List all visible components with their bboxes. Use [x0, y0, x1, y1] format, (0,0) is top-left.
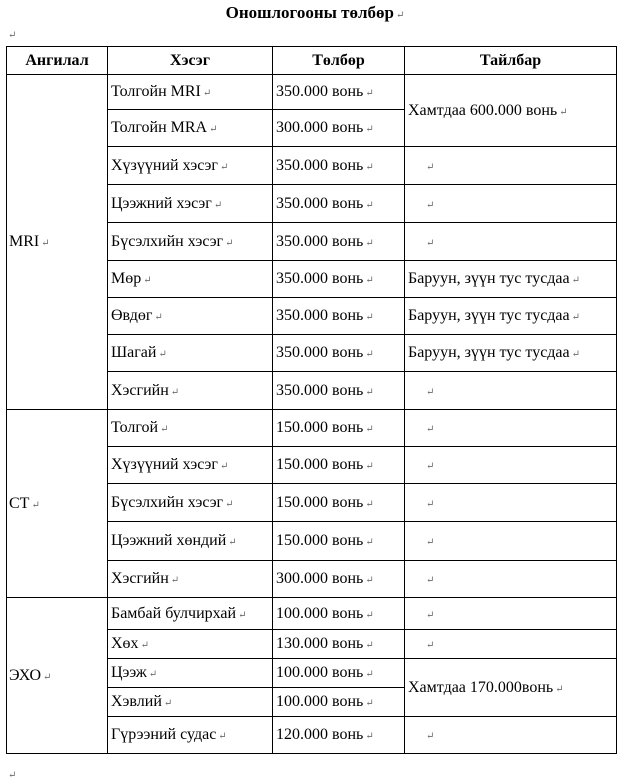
category-cell: ЭХО ↵ — [7, 598, 108, 754]
paragraph-mark-icon: ↵ — [571, 275, 581, 286]
fee-cell: 150.000 вонь ↵ — [273, 447, 405, 484]
header-part: Хэсэг — [108, 47, 273, 75]
part-cell: Хүзүүний хэсэг ↵ — [108, 447, 273, 484]
fee-cell: 350.000 вонь ↵ — [273, 335, 405, 372]
fee-cell: 350.000 вонь ↵ — [273, 185, 405, 223]
fee-cell: 350.000 вонь ↵ — [273, 298, 405, 335]
note-cell — [405, 561, 617, 598]
paragraph-mark-icon: ↵ — [426, 640, 435, 651]
paragraph-mark-icon: ↵ — [365, 498, 374, 510]
paragraph-mark-icon: ↵ — [143, 275, 152, 286]
table-row — [7, 75, 617, 110]
paragraph-mark-icon: ↵ — [571, 349, 581, 360]
part-cell: Хүзүүний хэсэг ↵ — [108, 147, 273, 185]
part-cell: Гүрээний судас ↵ — [108, 717, 273, 754]
paragraph-mark-icon: ↵ — [365, 669, 374, 680]
category-cell: CT ↵ — [7, 410, 108, 598]
paragraph-mark-icon: ↵ — [426, 461, 435, 472]
paragraph-mark-icon: ↵ — [158, 349, 167, 360]
part-cell: Толгойн MRI ↵ — [108, 75, 273, 110]
header-note: Тайлбар — [405, 47, 617, 75]
paragraph-mark-icon: ↵ — [218, 731, 227, 742]
part-cell: Цээжний хөндий ↵ — [108, 522, 273, 561]
fee-cell: 350.000 вонь ↵ — [273, 261, 405, 298]
fee-cell: 100.000 вонь ↵ — [273, 688, 405, 717]
fee-cell: 100.000 вонь ↵ — [273, 598, 405, 630]
paragraph-mark-icon: ↵ — [426, 424, 435, 435]
paragraph-mark-icon: ↵ — [219, 161, 229, 173]
paragraph-mark-icon: ↵ — [559, 106, 568, 118]
paragraph-mark-icon: ↵ — [426, 199, 435, 211]
paragraph-mark-icon: ↵ — [365, 731, 374, 742]
note-cell — [405, 717, 617, 754]
paragraph-mark-icon: ↵ — [426, 386, 435, 398]
paragraph-mark-icon: ↵ — [365, 275, 374, 286]
paragraph-mark-icon: ↵ — [426, 498, 435, 510]
paragraph-mark-icon: ↵ — [41, 238, 50, 249]
fee-cell: 350.000 вонь ↵ — [273, 372, 405, 410]
paragraph-mark-icon: ↵ — [426, 161, 435, 173]
note-cell: Баруун, зүүн тус тусдаа ↵ — [405, 335, 617, 372]
paragraph-mark-icon: ↵ — [170, 575, 180, 586]
fee-table — [6, 46, 617, 754]
paragraph-mark-icon: ↵ — [225, 498, 234, 510]
note-cell — [405, 484, 617, 522]
note-cell — [405, 185, 617, 223]
paragraph-mark-icon: ↵ — [365, 461, 374, 472]
note-cell: Хамтдаа 600.000 вонь ↵ — [405, 75, 617, 147]
table-row — [7, 410, 617, 447]
paragraph-mark-icon: ↵ — [225, 237, 234, 249]
paragraph-mark-icon: ↵ — [219, 461, 229, 472]
fee-cell: 120.000 вонь ↵ — [273, 717, 405, 754]
page-title: Оношлогооны төлбөр ↵ — [225, 3, 405, 22]
category-cell: MRI ↵ — [7, 75, 108, 410]
paragraph-mark-icon: ↵ — [365, 237, 374, 249]
paragraph-mark-icon: ↵ — [365, 609, 374, 621]
fee-cell: 150.000 вонь ↵ — [273, 522, 405, 561]
paragraph-mark-icon: ↵ — [170, 386, 180, 398]
paragraph-mark-icon: ↵ — [426, 609, 435, 621]
note-cell — [405, 630, 617, 659]
paragraph-mark-icon: ↵ — [209, 124, 218, 135]
part-cell: Хэсгийн ↵ — [108, 561, 273, 598]
paragraph-mark-icon: ↵ — [163, 698, 173, 709]
note-cell — [405, 447, 617, 484]
paragraph-mark-icon: ↵ — [8, 770, 17, 781]
paragraph-mark-icon: ↵ — [426, 537, 435, 548]
table-header-row — [7, 47, 617, 75]
part-cell: Хөх ↵ — [108, 630, 273, 659]
fee-cell: 150.000 вонь ↵ — [273, 484, 405, 522]
paragraph-mark-icon: ↵ — [8, 30, 17, 41]
paragraph-mark-icon: ↵ — [365, 124, 374, 135]
paragraph-mark-icon: ↵ — [43, 671, 52, 683]
paragraph-mark-icon: ↵ — [365, 537, 374, 548]
paragraph-mark-icon: ↵ — [365, 424, 374, 435]
fee-cell: 350.000 вонь ↵ — [273, 147, 405, 185]
note-cell — [405, 147, 617, 185]
paragraph-mark-icon: ↵ — [571, 312, 581, 323]
note-cell: Хамтдаа 170.000вонь ↵ — [405, 659, 617, 717]
paragraph-mark-icon: ↵ — [395, 10, 405, 21]
part-cell: Хэсгийн ↵ — [108, 372, 273, 410]
part-cell: Өвдөг ↵ — [108, 298, 273, 335]
part-cell: Бамбай булчирхай ↵ — [108, 598, 273, 630]
note-cell — [405, 372, 617, 410]
part-cell: Бүсэлхийн хэсэг ↵ — [108, 484, 273, 522]
part-cell: Толгой ↵ — [108, 410, 273, 447]
note-cell — [405, 522, 617, 561]
paragraph-mark-icon: ↵ — [365, 312, 374, 323]
fee-cell: 100.000 вонь ↵ — [273, 659, 405, 688]
note-cell — [405, 598, 617, 630]
paragraph-mark-icon: ↵ — [426, 575, 435, 586]
paragraph-mark-icon: ↵ — [365, 575, 374, 586]
paragraph-mark-icon: ↵ — [365, 88, 374, 99]
header-fee: Төлбөр — [273, 47, 405, 75]
note-cell: Баруун, зүүн тус тусдаа ↵ — [405, 298, 617, 335]
fee-cell: 300.000 вонь ↵ — [273, 561, 405, 598]
part-cell: Толгойн MRA ↵ — [108, 110, 273, 147]
part-cell: Шагай ↵ — [108, 335, 273, 372]
paragraph-mark-icon: ↵ — [365, 698, 374, 709]
paragraph-mark-icon: ↵ — [365, 386, 374, 398]
fee-cell: 130.000 вонь ↵ — [273, 630, 405, 659]
paragraph-mark-icon: ↵ — [140, 640, 149, 651]
part-cell: Цээжний хэсэг ↵ — [108, 185, 273, 223]
part-cell: Цээж ↵ — [108, 659, 273, 688]
paragraph-mark-icon: ↵ — [154, 312, 163, 323]
fee-cell: 350.000 вонь ↵ — [273, 75, 405, 110]
paragraph-mark-icon: ↵ — [202, 88, 212, 99]
paragraph-mark-icon: ↵ — [160, 424, 169, 435]
part-cell: Бүсэлхийн хэсэг ↵ — [108, 223, 273, 261]
paragraph-mark-icon: ↵ — [213, 199, 223, 211]
paragraph-mark-icon: ↵ — [365, 640, 374, 651]
fee-cell: 150.000 вонь ↵ — [273, 410, 405, 447]
part-cell: Хэвлий ↵ — [108, 688, 273, 717]
paragraph-mark-icon: ↵ — [426, 237, 435, 249]
fee-cell: 350.000 вонь ↵ — [273, 223, 405, 261]
paragraph-mark-icon: ↵ — [228, 537, 237, 548]
paragraph-mark-icon: ↵ — [148, 669, 158, 680]
paragraph-mark-icon: ↵ — [31, 499, 40, 511]
note-cell — [405, 223, 617, 261]
paragraph-mark-icon: ↵ — [365, 349, 374, 360]
part-cell: Мөр ↵ — [108, 261, 273, 298]
header-category: Ангилал — [7, 47, 108, 75]
paragraph-mark-icon: ↵ — [555, 683, 564, 695]
fee-cell: 300.000 вонь ↵ — [273, 110, 405, 147]
paragraph-mark-icon: ↵ — [365, 199, 374, 211]
note-cell: Баруун, зүүн тус тусдаа ↵ — [405, 261, 617, 298]
paragraph-mark-icon: ↵ — [238, 609, 247, 621]
paragraph-mark-icon: ↵ — [426, 731, 435, 742]
table-row — [7, 598, 617, 630]
note-cell — [405, 410, 617, 447]
paragraph-mark-icon: ↵ — [365, 161, 374, 173]
